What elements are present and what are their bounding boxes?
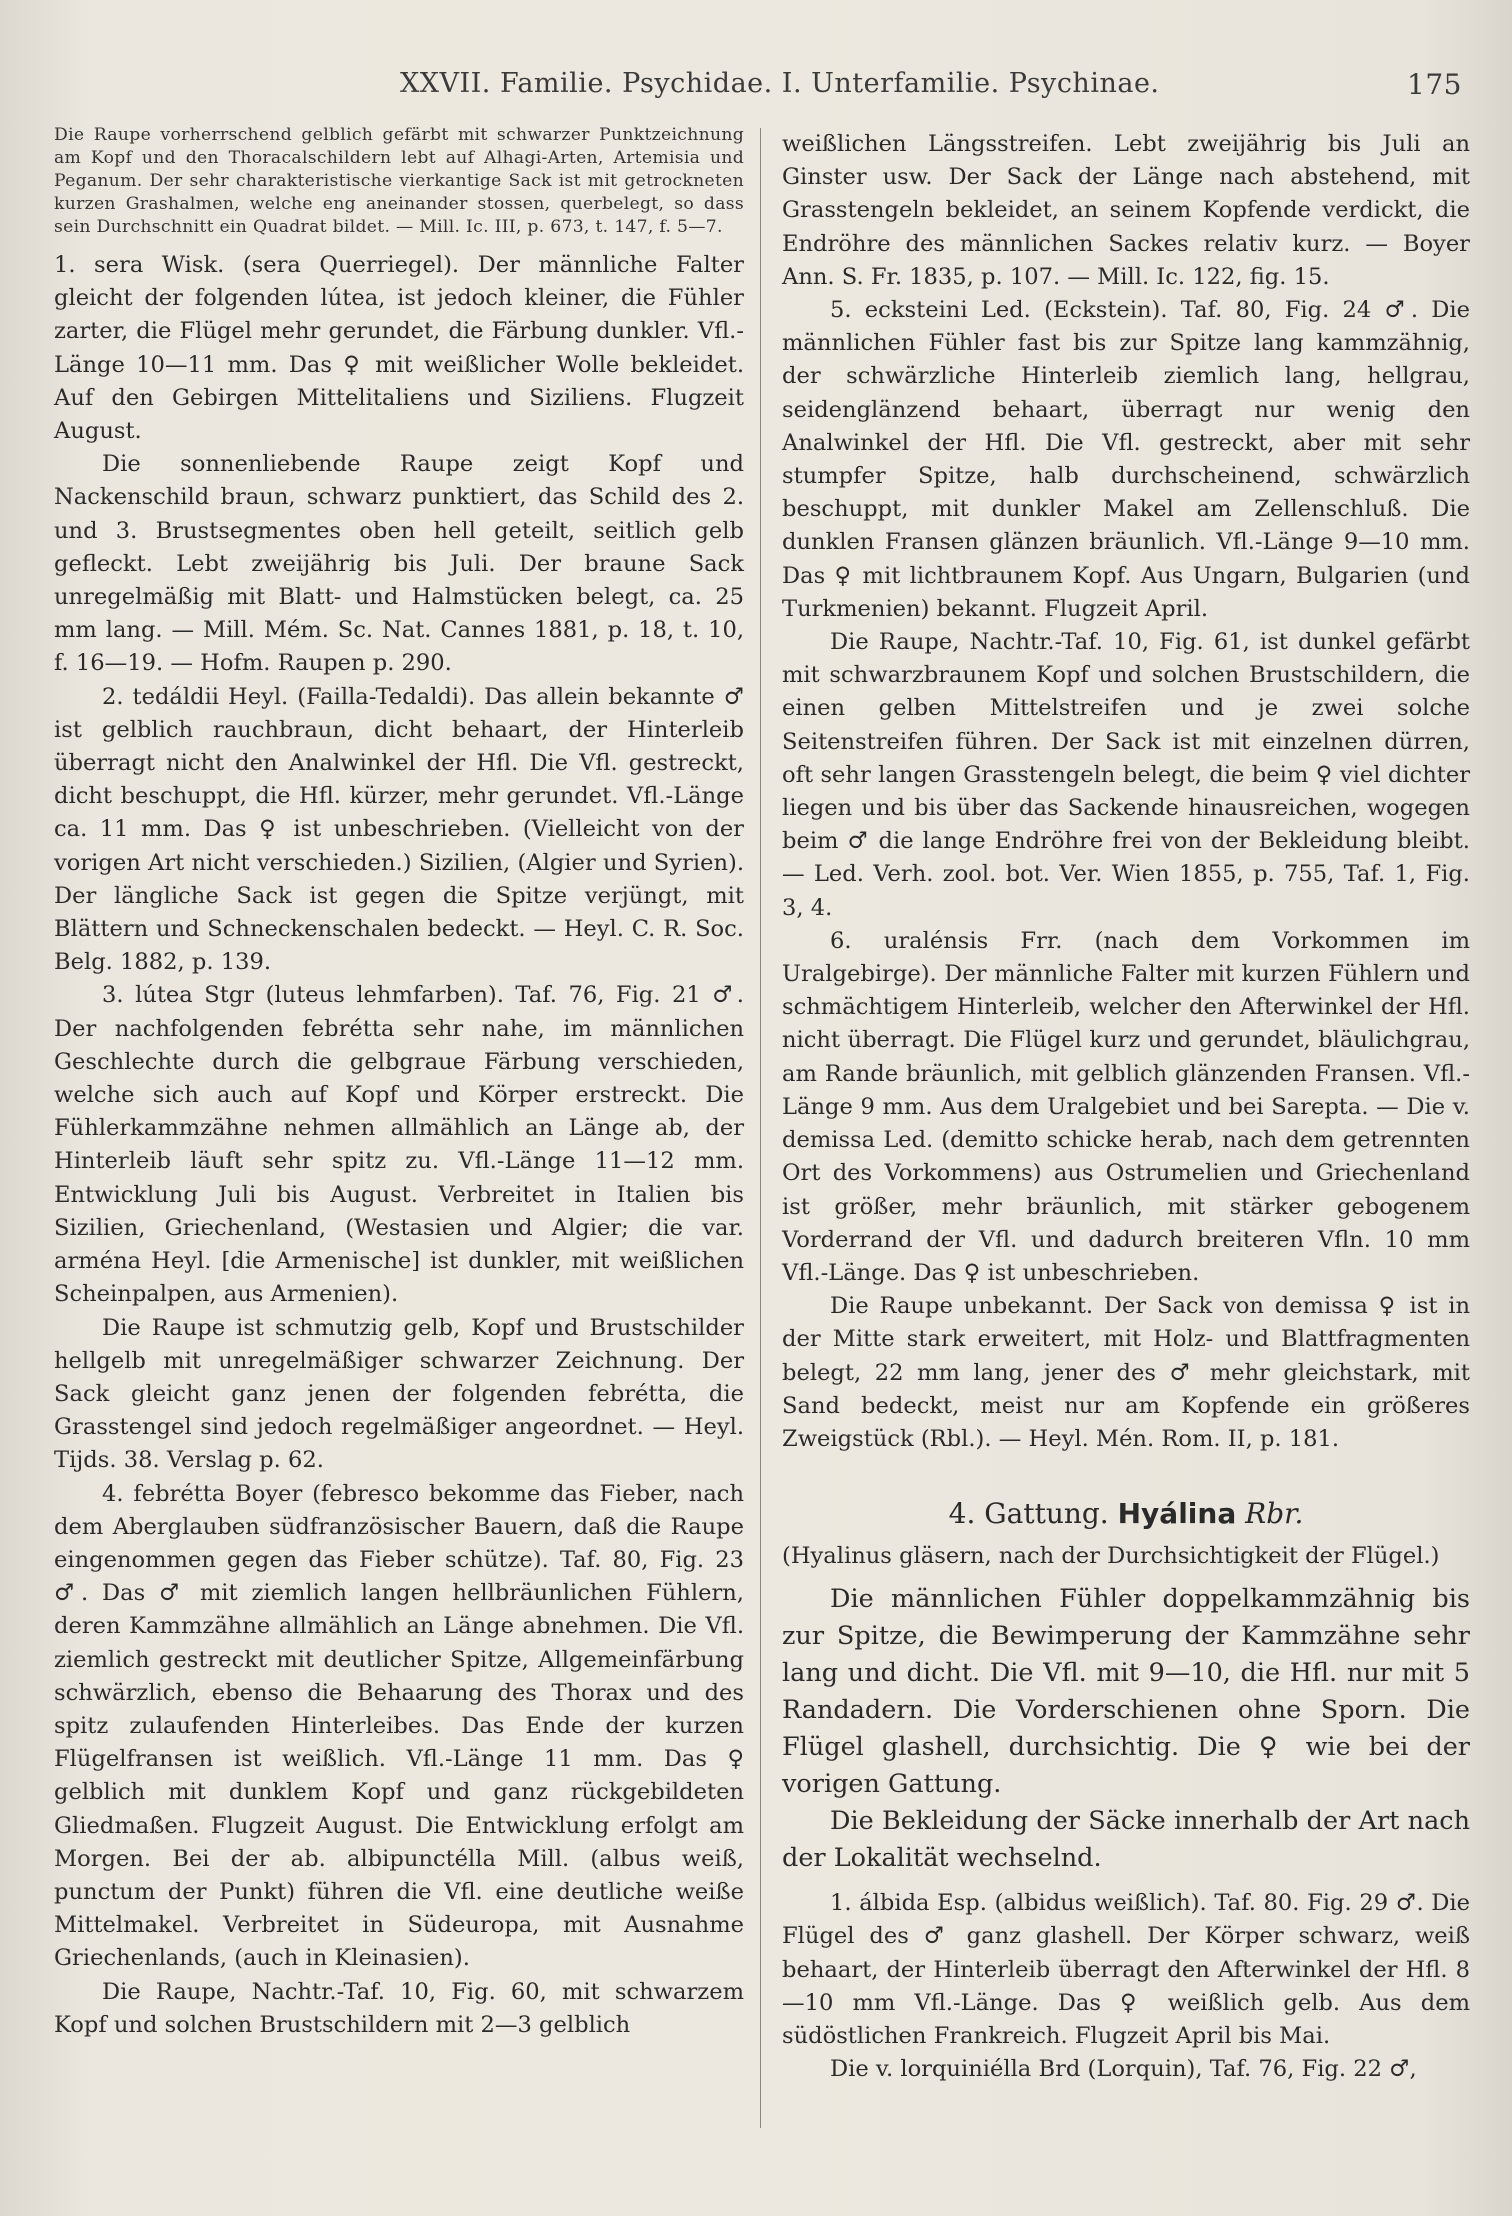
genus-author: Rbr. xyxy=(1245,1497,1304,1531)
paragraph: 2. tedáldii Heyl. (Failla-Tedaldi). Das allein bekannte ♂ ist gelblich rauchbraun, dicht behaart, der Hinterleib überragt nicht den Analwinkel der Hfl. Die Vfl. gestreckt, dicht beschuppt, die Hfl. kürzer, mehr gerundet. Vfl.-Länge ca. 11 mm. Das ♀ ist unbeschrieben. (Vielleicht von der vorigen Art nicht verschieden.) Sizilien, (Algier und Syrien). Der längliche Sack ist gegen die Spitze verjüngt, mit Blättern und Schneckenschalen bedeckt. — Heyl. C. R. Soc. Belg. 1882, p. 139. xyxy=(54,683,744,976)
running-title: XXVII. Familie. Psychidae. I. Unterfamilie. Psychinae. xyxy=(400,68,1160,99)
paragraph: 5. ecksteini Led. (Eckstein). Taf. 80, Fig. 24 ♂. Die männlichen Fühler fast bis zur Spitze lang kammzähnig, der schwärzliche Hinterleib ziemlich lang, hellgrau, seidenglänzend behaart, überragt nur wenig den Analwinkel der Hfl. Die Vfl. gestreckt, aber mit sehr stumpfer Spitze, halb durchscheinend, schwärzlich beschuppt, mit dunkler Makel am Zellenschluß. Die dunklen Fransen glänzen bräunlich. Vfl.-Länge 9—10 mm. Das ♀ mit lichtbraunem Kopf. Aus Ungarn, Bulgarien (und Turkmenien) bekannt. Flugzeit April. xyxy=(782,297,1470,622)
column-divider xyxy=(760,128,761,2128)
paragraph: 4. febrétta Boyer (febresco bekomme das Fieber, nach dem Aberglauben südfranzösischer Bauern, daß die Raupe eingenommen gegen das Fieber schütze). Taf. 80, Fig. 23 ♂. Das ♂ mit ziemlich langen hellbräunlichen Fühlern, deren Kammzähne allmählich an Länge abnehmen. Die Vfl. ziemlich gestreckt mit deutlicher Spitze, Allgemeinfärbung schwärzlich, ebenso die Behaarung des Thorax und des spitz zulaufenden Hinterleibes. Das Ende der kurzen Flügelfransen ist weißlich. Vfl.-Länge 11 mm. Das ♀ gelblich mit dunklem Kopf und ganz rückgebildeten Gliedmaßen. Flugzeit August. Die Entwicklung erfolgt am Morgen. Bei der ab. albipunctélla Mill. (albus weiß, punctum der Punkt) führen die Vfl. eine deutliche weiße Mittelmakel. Verbreitet in Südeuropa, mit Ausnahme Griechenlands, (auch in Kleinasien). xyxy=(54,1480,744,1972)
paragraph: 1. álbida Esp. (albidus weißlich). Taf. 80. Fig. 29 ♂. Die Flügel des ♂ ganz glashell. Der Körper schwarz, weiß behaart, der Hinterleib überragt den Afterwinkel der Hfl. 8—10 mm Vfl.-Länge. Das ♀ weißlich gelb. Aus dem südöstlichen Frankreich. Flugzeit April bis Mai. xyxy=(782,1890,1470,2049)
genus-name: Hyálina xyxy=(1117,1497,1237,1531)
left-column xyxy=(54,124,744,2042)
running-header xyxy=(400,68,1462,108)
paragraph: Die Raupe ist schmutzig gelb, Kopf und Brustschilder hellgelb mit unregelmäßiger schwarzer Zeichnung. Der Sack gleicht ganz jenen der folgenden febrétta, die Grasstengel sind jedoch regelmäßiger angeordnet. — Heyl. Tijds. 38. Verslag p. 62. xyxy=(54,1314,744,1474)
paragraph: Die Raupe, Nachtr.-Taf. 10, Fig. 60, mit schwarzem Kopf und solchen Brustschildern mit 2—3 gelblich xyxy=(54,1978,744,2038)
paragraph: Die Raupe, Nachtr.-Taf. 10, Fig. 61, ist dunkel gefärbt mit schwarzbraunem Kopf und solchen Brustschildern, die einen gelben Mittelstreifen und je zwei solche Seitenstreifen führen. Der Sack ist mit einzelnen dürren, oft sehr langen Grasstengeln belegt, die beim ♀ viel dichter liegen und bis über das Sackende hinausreichen, wogegen beim ♂ die lange Endröhre frei von der Bekleidung bleibt. — Led. Verh. zool. bot. Ver. Wien 1855, p. 755, Taf. 1, Fig. 3, 4. xyxy=(782,629,1470,921)
paragraph: Die v. lorquiniélla Brd (Lorquin), Taf. 76, Fig. 22 ♂, xyxy=(830,2056,1417,2083)
genus-etymology: (Hyalinus gläsern, nach der Durchsichtigkeit der Flügel.) xyxy=(782,1543,1440,1570)
paragraph: Die Bekleidung der Säcke innerhalb der Art nach der Lokalität wechselnd. xyxy=(782,1806,1470,1874)
paragraph: Die männlichen Fühler doppelkammzähnig bis zur Spitze, die Bewimperung der Kammzähne sehr lang und dicht. Die Vfl. mit 9—10, die Hfl. nur mit 5 Randadern. Die Vorderschienen ohne Sporn. Die Flügel glashell, durchsichtig. Die ♀ wie bei der vorigen Gattung. xyxy=(782,1584,1470,1800)
paragraph: 3. lútea Stgr (luteus lehmfarben). Taf. 76, Fig. 21 ♂. Der nachfolgenden febrétta sehr nahe, im männlichen Geschlechte durch die gelbgraue Färbung verschieden, welche sich auch auf Kopf und Körper erstreckt. Die Fühlerkammzähne nehmen allmählich an Länge ab, der Hinterleib läuft sehr spitz zu. Vfl.-Länge 11—12 mm. Entwicklung Juli bis August. Verbreitet in Italien bis Sizilien, Griechenland, (Westasien und Algier; die var. arména Heyl. [die Armenische] ist dunkler, mit weißlichen Scheinpalpen, aus Armenien). xyxy=(54,982,744,1308)
paragraph: 1. sera Wisk. (sera Querriegel). Der männliche Falter gleicht der folgenden lútea, ist jedoch kleiner, die Fühler zarter, die Flügel mehr gerundet, die Färbung dunkler. Vfl.-Länge 10—11 mm. Das ♀ mit weißlicher Wolle bekleidet. Auf den Gebirgen Mittelitaliens und Siziliens. Flugzeit August. xyxy=(54,252,744,445)
paragraph: weißlichen Längsstreifen. Lebt zweijährig bis Juli an Ginster usw. Der Sack der Länge nach abstehend, mit Grasstengeln bekleidet, an seinem Kopfende verdickt, die Endröhre des männlichen Sackes relativ kurz. — Boyer Ann. S. Fr. 1835, p. 107. — Mill. Ic. 122, fig. 15. xyxy=(782,131,1470,290)
right-column xyxy=(782,128,1470,2086)
paragraph: 6. uralénsis Frr. (nach dem Vorkommen im Uralgebirge). Der männliche Falter mit kurzen Fühlern und schmächtigem Hinterleib, welcher den Afterwinkel der Hfl. nicht überragt. Die Flügel kurz und gerundet, bläulichgrau, am Rande bräunlich, mit gelblich glänzenden Fransen. Vfl.-Länge 9 mm. Aus dem Uralgebiet und bei Sarepta. — Die v. demissa Led. (demitto schicke herab, nach dem getrennten Ort des Vorkommens) aus Ostrumelien und Griechenland ist größer, mehr bräunlich, mit stärker gebogenem Vorderrand der Vfl. und dadurch breiteren Vfln. 10 mm Vfl.-Länge. Das ♀ ist unbeschrieben. xyxy=(782,927,1470,1286)
paragraph: Die Raupe unbekannt. Der Sack von demissa ♀ ist in der Mitte stark erweitert, mit Holz- und Blattfragmenten belegt, 22 mm lang, jener des ♂ mehr gleichstark, mit Sand bedeckt, meist nur am Kopfende ein größeres Zweigstück (Rbl.). — Heyl. Mén. Rom. II, p. 181. xyxy=(782,1293,1470,1452)
genus-heading xyxy=(782,1494,1470,1534)
page-number: 175 xyxy=(1407,68,1462,101)
paragraph: Die Raupe vorherrschend gelblich gefärbt mit schwarzer Punktzeichnung am Kopf und den Thoracalschildern lebt auf Alhagi-Arten, Artemisia und Peganum. Der sehr charakteristische vierkantige Sack ist mit getrockneten kurzen Grashalmen, welche eng aneinander stossen, querbelegt, so dass sein Durchschnitt ein Quadrat bildet. — Mill. Ic. III, p. 673, t. 147, f. 5—7. xyxy=(54,125,744,237)
paragraph: Die sonnenliebende Raupe zeigt Kopf und Nackenschild braun, schwarz punktiert, das Schild des 2. und 3. Brustsegmentes oben hell geteilt, seitlich gelb gefleckt. Lebt zweijährig bis Juli. Der braune Sack unregelmäßig mit Blatt- und Halmstücken belegt, ca. 25 mm lang. — Mill. Mém. Sc. Nat. Cannes 1881, p. 18, t. 10, f. 16—19. — Hofm. Raupen p. 290. xyxy=(54,451,744,677)
genus-prefix: 4. Gattung. xyxy=(948,1497,1109,1531)
